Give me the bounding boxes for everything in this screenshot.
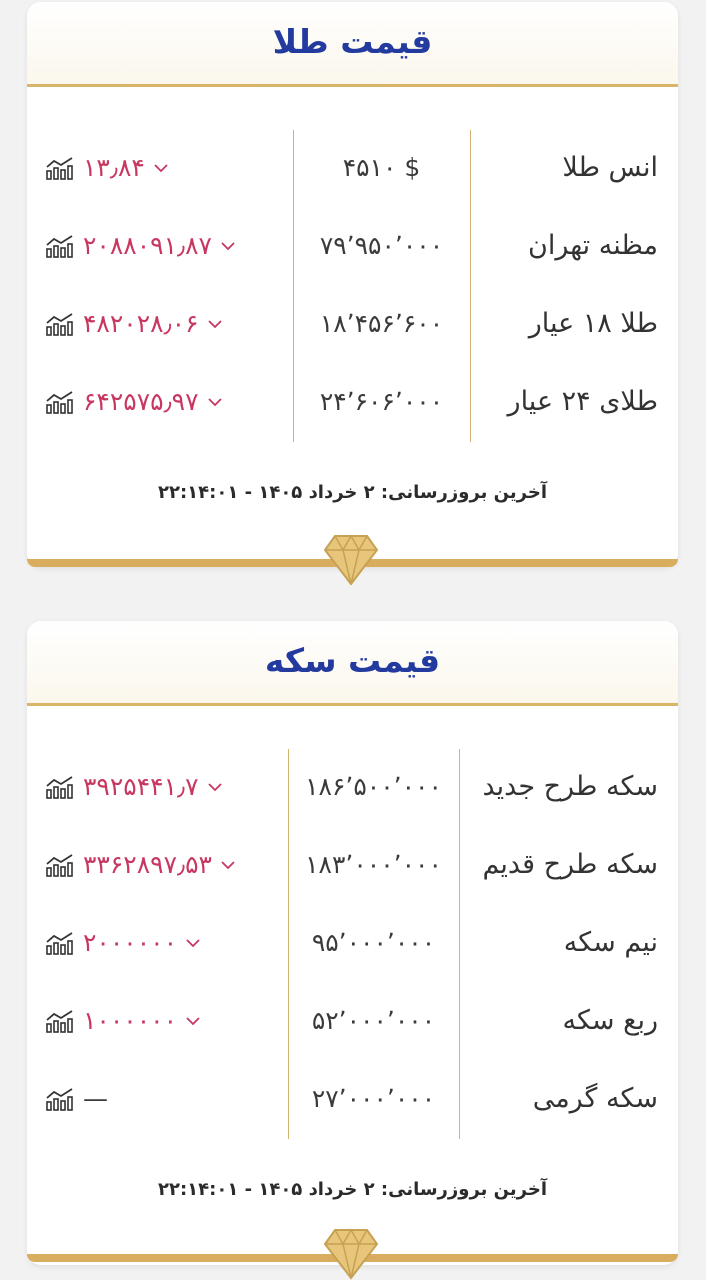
change-value: ۴۸۲۰۲۸٫۰۶ bbox=[83, 309, 199, 338]
gold-card-header bbox=[27, 2, 678, 87]
coin-card-title: قیمت سکه bbox=[264, 641, 441, 680]
table-row[interactable] bbox=[27, 845, 678, 885]
item-price: ۱۸٬۴۵۶٬۶۰۰ bbox=[319, 309, 444, 338]
chevron-down-icon bbox=[220, 860, 236, 870]
change-value: ۳۳۶۲۸۹۷٫۵۳ bbox=[83, 850, 212, 879]
chevron-down-icon bbox=[207, 397, 223, 407]
item-price: ۷۹٬۹۵۰٬۰۰۰ bbox=[319, 231, 444, 260]
change-value: ۲۰۰۰۰۰۰ bbox=[83, 928, 177, 957]
item-price: ۲۷٬۰۰۰٬۰۰۰ bbox=[311, 1084, 436, 1113]
chevron-down-icon bbox=[153, 163, 169, 173]
item-name: انس طلا bbox=[562, 152, 658, 183]
chart-icon[interactable] bbox=[45, 156, 75, 180]
item-price: ۱۸۳٬۰۰۰٬۰۰۰ bbox=[305, 850, 442, 879]
chart-icon[interactable] bbox=[45, 312, 75, 336]
item-price: ۱۸۶٬۵۰۰٬۰۰۰ bbox=[305, 772, 442, 801]
item-change bbox=[45, 1001, 201, 1041]
item-price: ۴۵۱۰ $ bbox=[342, 153, 421, 182]
item-name: طلا ۱۸ عیار bbox=[528, 308, 658, 339]
item-change bbox=[45, 845, 236, 885]
gold-price-card bbox=[27, 2, 678, 567]
item-change bbox=[45, 923, 201, 963]
last-updated-text: آخرین بروزرسانی: ۲ خرداد ۱۴۰۵ - ۲۲:۱۴:۰۱ bbox=[158, 1179, 547, 1200]
change-value: ۲۰۸۸۰۹۱٫۸۷ bbox=[83, 231, 212, 260]
chart-icon[interactable] bbox=[45, 390, 75, 414]
item-change bbox=[45, 767, 223, 807]
item-name: طلای ۲۴ عیار bbox=[507, 386, 658, 417]
table-row[interactable] bbox=[27, 226, 678, 266]
chevron-down-icon bbox=[185, 1016, 201, 1026]
coin-card-header bbox=[27, 621, 678, 706]
table-row[interactable] bbox=[27, 304, 678, 344]
chevron-down-icon bbox=[185, 938, 201, 948]
change-value: — bbox=[83, 1084, 108, 1113]
chart-icon[interactable] bbox=[45, 1087, 75, 1111]
change-value: ۱۰۰۰۰۰۰ bbox=[83, 1006, 177, 1035]
table-row[interactable] bbox=[27, 767, 678, 807]
item-name: سکه طرح قدیم bbox=[482, 849, 658, 880]
item-price: ۲۴٬۶۰۶٬۰۰۰ bbox=[319, 387, 444, 416]
item-change bbox=[45, 1079, 108, 1119]
item-change bbox=[45, 304, 223, 344]
item-change bbox=[45, 382, 223, 422]
item-change bbox=[45, 148, 169, 188]
table-row[interactable] bbox=[27, 1079, 678, 1119]
chart-icon[interactable] bbox=[45, 775, 75, 799]
item-name: سکه گرمی bbox=[532, 1083, 658, 1114]
chart-icon[interactable] bbox=[45, 853, 75, 877]
chevron-down-icon bbox=[207, 782, 223, 792]
chart-icon[interactable] bbox=[45, 931, 75, 955]
item-name: نیم سکه bbox=[563, 927, 658, 958]
chevron-down-icon bbox=[220, 241, 236, 251]
chart-icon[interactable] bbox=[45, 234, 75, 258]
table-row[interactable] bbox=[27, 1001, 678, 1041]
change-value: ۶۴۲۵۷۵٫۹۷ bbox=[83, 387, 199, 416]
item-change bbox=[45, 226, 236, 266]
table-row[interactable] bbox=[27, 923, 678, 963]
diamond-icon bbox=[323, 1226, 379, 1280]
item-price: ۹۵٬۰۰۰٬۰۰۰ bbox=[311, 928, 436, 957]
change-value: ۱۳٫۸۴ bbox=[83, 153, 145, 182]
change-value: ۳۹۲۵۴۴۱٫۷ bbox=[83, 772, 199, 801]
item-name: سکه طرح جدید bbox=[482, 771, 658, 802]
last-updated-text: آخرین بروزرسانی: ۲ خرداد ۱۴۰۵ - ۲۲:۱۴:۰۱ bbox=[158, 482, 547, 503]
item-name: ربع سکه bbox=[562, 1005, 658, 1036]
gold-card-title: قیمت طلا bbox=[272, 22, 433, 61]
table-row[interactable] bbox=[27, 148, 678, 188]
item-name: مظنه تهران bbox=[527, 230, 658, 261]
chart-icon[interactable] bbox=[45, 1009, 75, 1033]
chevron-down-icon bbox=[207, 319, 223, 329]
item-price: ۵۲٬۰۰۰٬۰۰۰ bbox=[311, 1006, 436, 1035]
diamond-icon bbox=[323, 532, 379, 586]
coin-price-card bbox=[27, 621, 678, 1265]
table-row[interactable] bbox=[27, 382, 678, 422]
